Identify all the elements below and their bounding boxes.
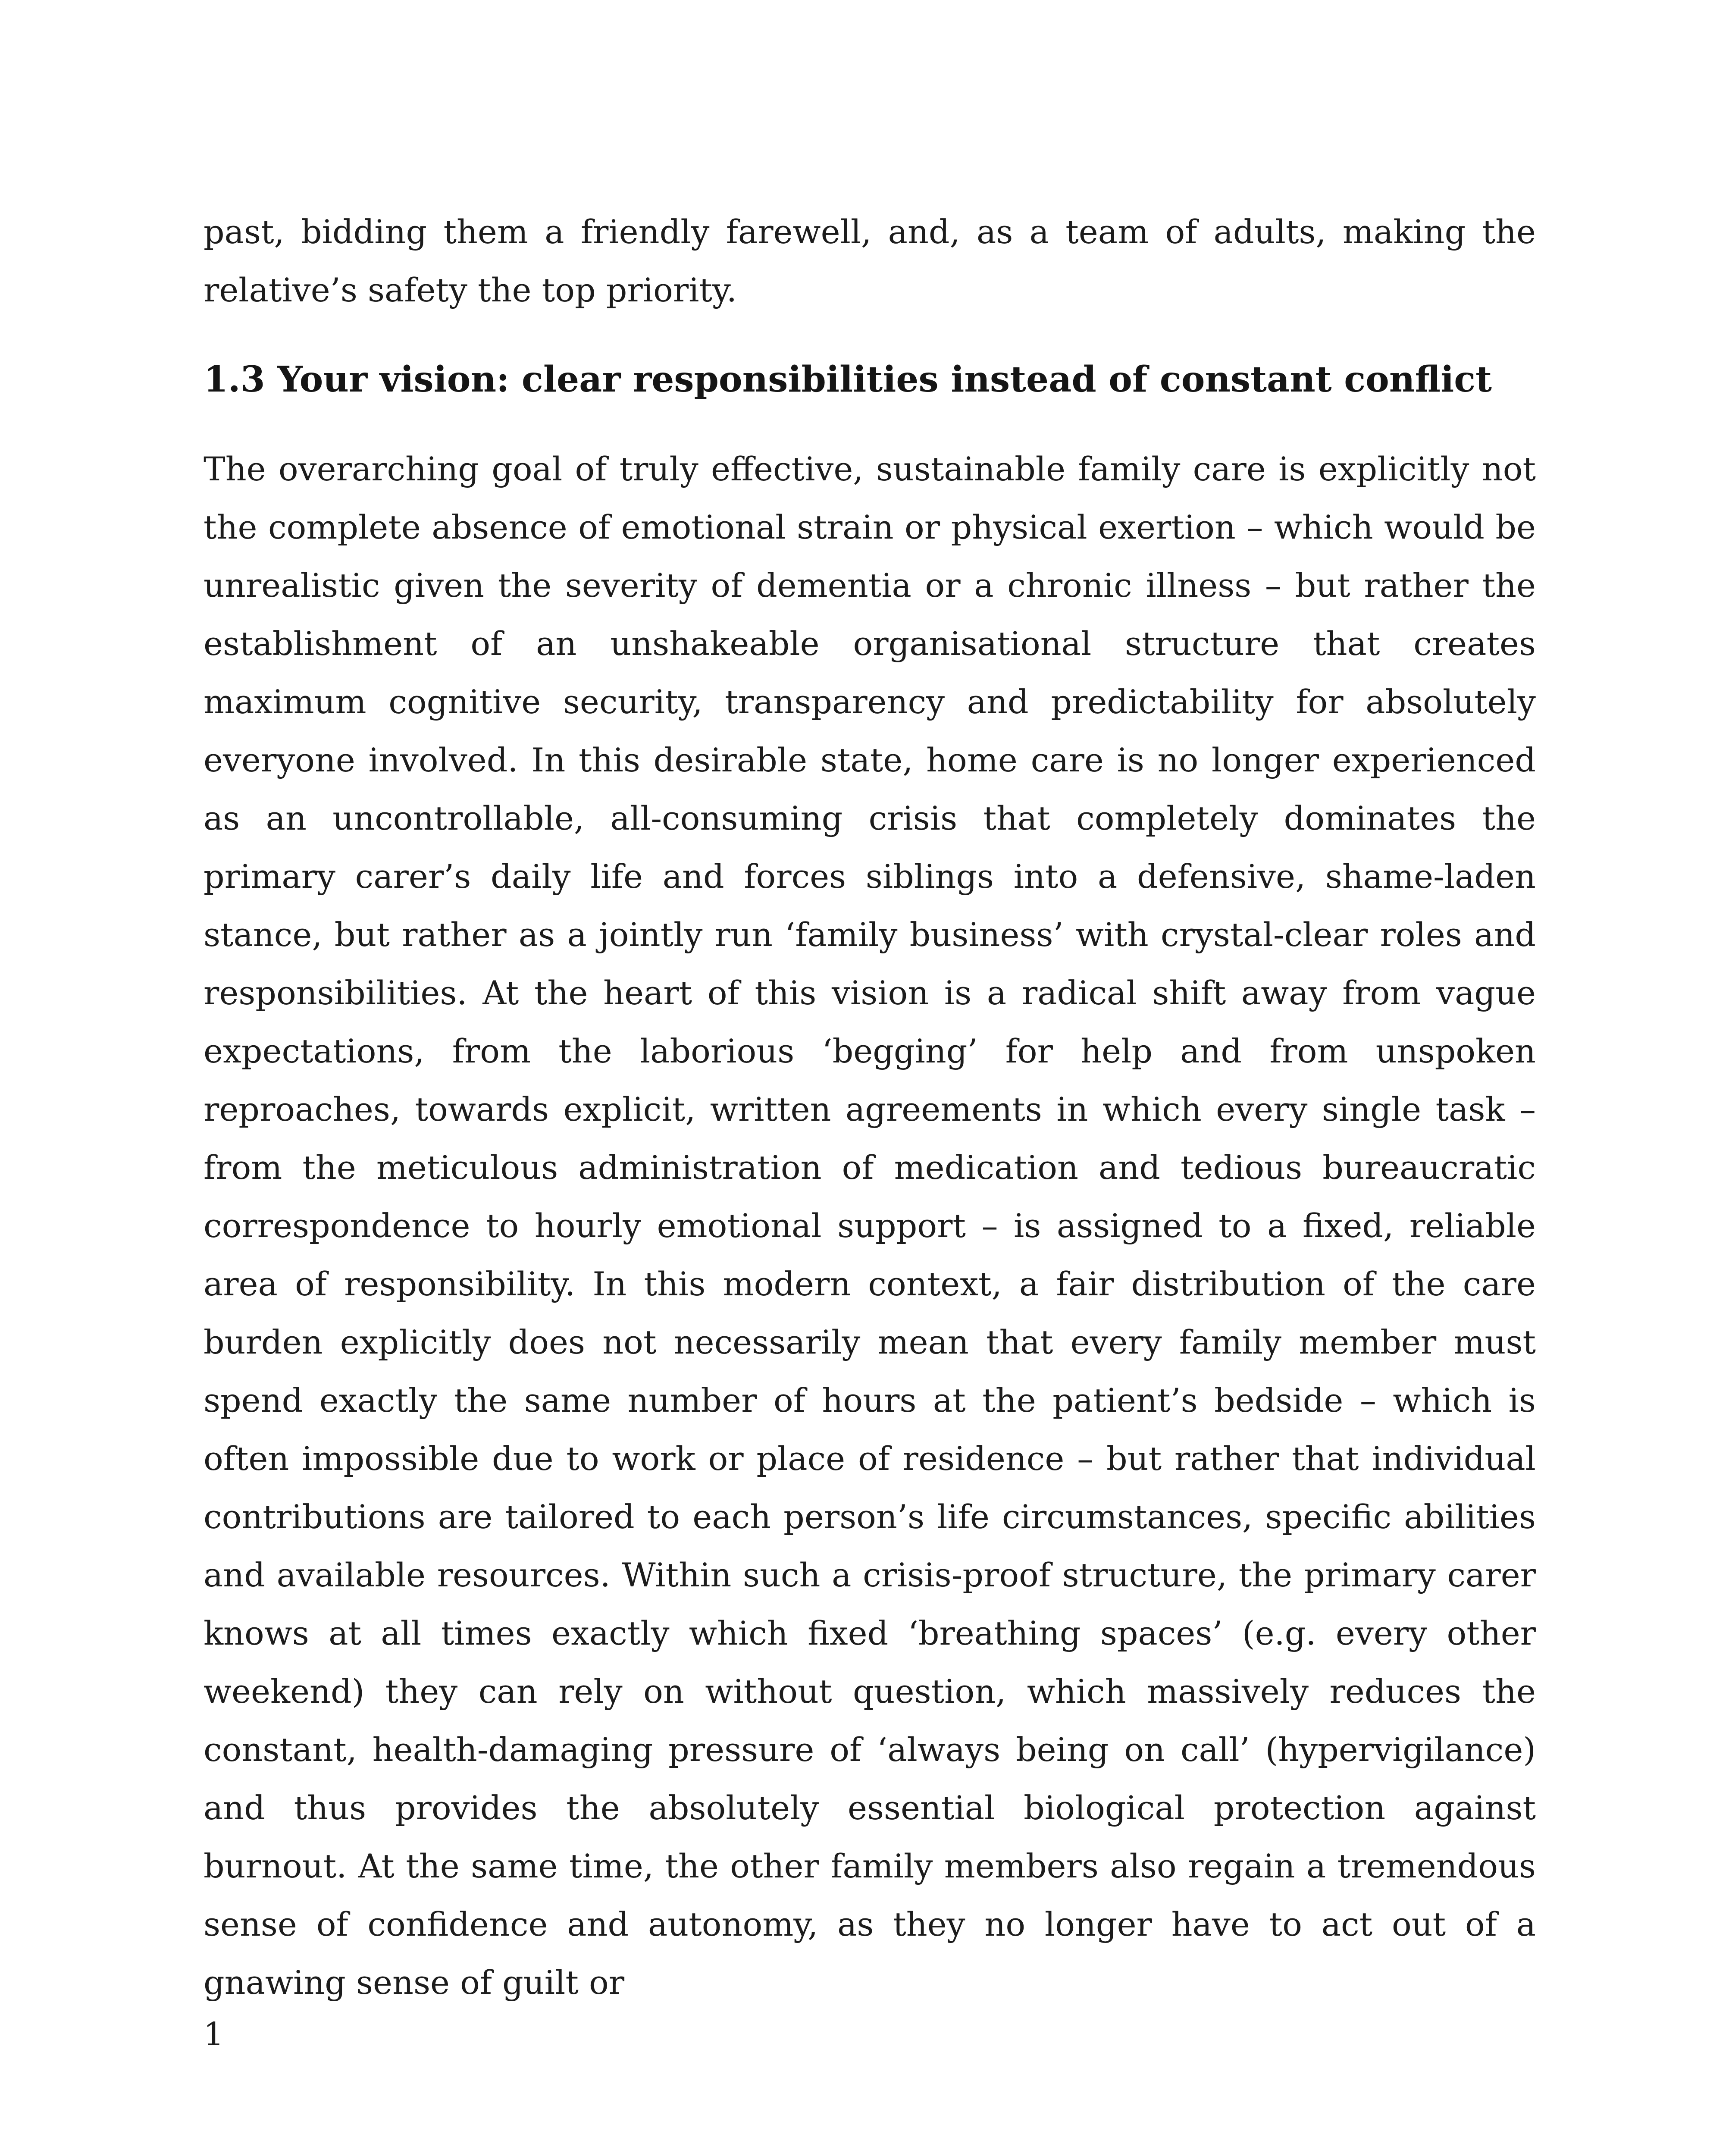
page-number: 1 — [204, 2016, 224, 2053]
text-column — [204, 203, 1536, 2012]
intro-paragraph: past, bidding them a friendly farewell, and, as a team of adults, making the relative’s safety the top priority. — [204, 213, 1536, 309]
section-heading: 1.3 Your vision: clear responsibilities instead of constant conflict — [204, 359, 1492, 400]
body-paragraph: The overarching goal of truly effective, sustainable family care is explicitly not the complete absence of emotional strain or physical exertion – which would be unrealistic given the severity of dementia or a chronic illness – but rather the establishment of an unshakeable organisational structure that creates maximum cognitive security, transparency and predictability for absolutely everyone involved. In this desirable state, home care is no longer experienced as an uncontrollable, all-consuming crisis that completely dominates the primary carer’s daily life and forces siblings into a defensive, shame-laden stance, but rather as a jointly run ‘family business’ with crystal-clear roles and responsibilities. At the heart of this vision is a radical shift away from vague expectations, from the laborious ‘begging’ for help and from unspoken reproaches, towards explicit, written agreements in which every single task – from the meticulous administration of medication and tedious bureaucratic correspondence to hourly emotional support – is assigned to a fixed, reliable area of responsibility. In this modern context, a fair distribution of the care burden explicitly does not necessarily mean that every family member must spend exactly the same number of hours at the patient’s bedside – which is often impossible due to work or place of residence – but rather that individual contributions are tailored to each person’s life circumstances, specific abilities and available resources. Within such a crisis-proof structure, the primary carer knows at all times exactly which fixed ‘breathing spaces’ (e.g. every other weekend) they can rely on without question, which massively reduces the constant, health-damaging pressure of ‘always being on call’ (hypervigilance) and thus provides the absolutely essential biological protection against burnout. At the same time, the other family members also regain a tremendous sense of confidence and autonomy, as they no longer have to act out of a gnawing sense of guilt or — [204, 450, 1536, 2002]
